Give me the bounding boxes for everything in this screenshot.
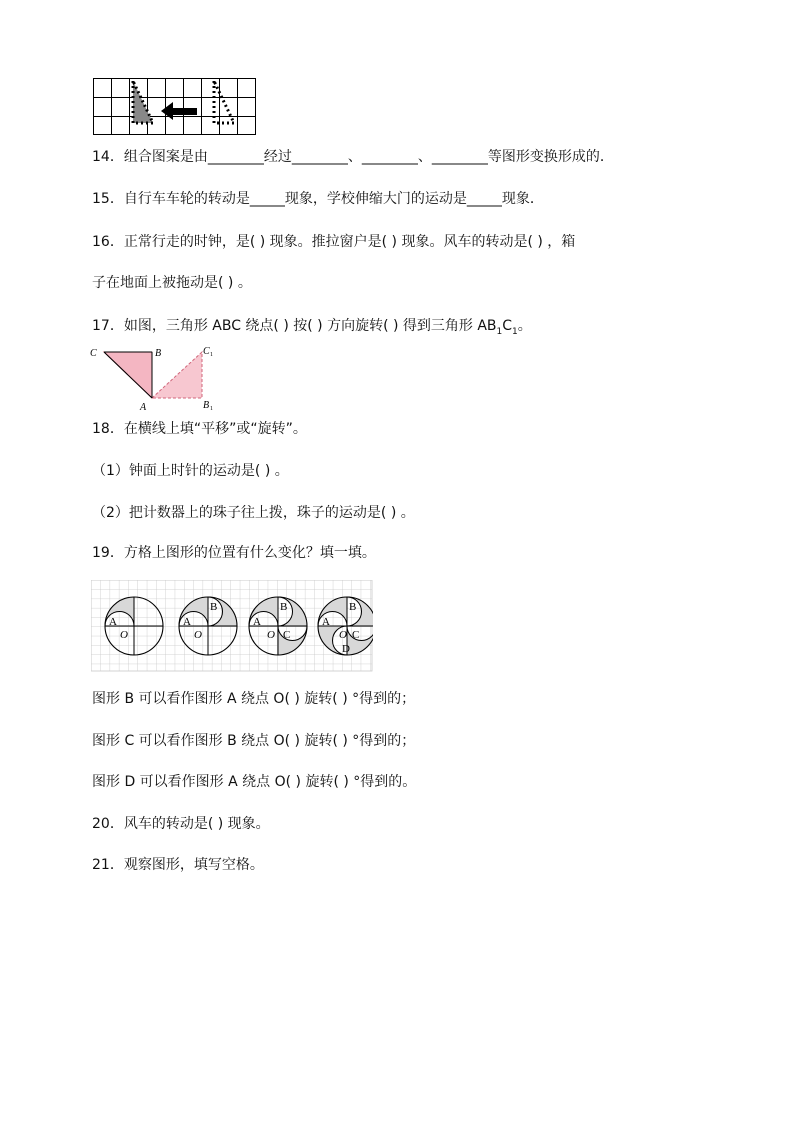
label-b: B [349,601,357,613]
label-a: A [183,616,191,628]
label-a: A [322,616,330,628]
label-o: O [267,629,275,641]
circle-figure-4 [318,597,373,655]
circle-figure-3 [249,597,307,655]
circle-rotation-grid-figure [91,580,373,672]
left-arrow-icon [161,102,197,120]
label-c: C [352,629,360,641]
question-19-line2: 图形 C 可以看作图形 B 绕点 O( ) 旋转( ) °得到的； [92,733,416,749]
question-21: 21．观察图形，填写空格。 [92,857,264,873]
question-16-line2: 子在地面上被拖动是( ) 。 [92,275,252,291]
question-18: 18．在横线上填“平移”或“旋转”。 [92,421,307,437]
label-a: A [109,616,117,628]
question-16-line1: 16．正常行走的时钟，是( ) 现象。推拉窗户是( ) 现象。风车的转动是( ) ，箱 [92,234,576,250]
label-b: B [280,601,288,613]
triangle-rotation-figure [88,342,228,414]
translation-grid-figure [93,78,257,136]
label-o: O [194,629,202,641]
question-19-line1: 图形 B 可以看作图形 A 绕点 O( ) 旋转( ) °得到的； [92,691,416,707]
label-c1: C [203,346,210,357]
label-a: A [140,402,147,413]
question-18-part1: （1）钟面上时针的运动是( ) 。 [92,463,289,479]
question-18-part2: （2）把计数器上的珠子往上拨，珠子的运动是( ) 。 [92,505,415,521]
label-c: C [283,629,291,641]
label-c: C [90,348,97,359]
question-15: 15．自行车车轮的转动是_____现象，学校伸缩大门的运动是_____现象． [92,191,544,207]
question-14: 14．组合图案是由________经过________、________、________等图形变换形成的． [92,149,614,165]
label-b1: B [203,400,210,411]
question-19-line3: 图形 D 可以看作图形 A 绕点 O( ) 旋转( ) °得到的。 [92,774,417,790]
label-d: D [342,643,350,655]
question-19: 19．方格上图形的位置有什么变化？填一填。 [92,545,376,561]
question-17: 17．如图，三角形 ABC 绕点( ) 按( ) 方向旋转( ) 得到三角形 $AB_1C_1$。 [92,318,532,337]
circle-figure-1 [105,597,163,655]
label-b: B [210,601,218,613]
label-c1-sub: 1 [210,352,213,358]
question-20: 20．风车的转动是( ) 现象。 [92,816,270,832]
label-o: O [120,629,128,641]
circle-figure-2 [179,597,237,655]
label-a: A [253,616,261,628]
label-o: O [339,629,347,641]
label-b: B [155,348,162,359]
label-b1-sub: 1 [210,406,213,412]
